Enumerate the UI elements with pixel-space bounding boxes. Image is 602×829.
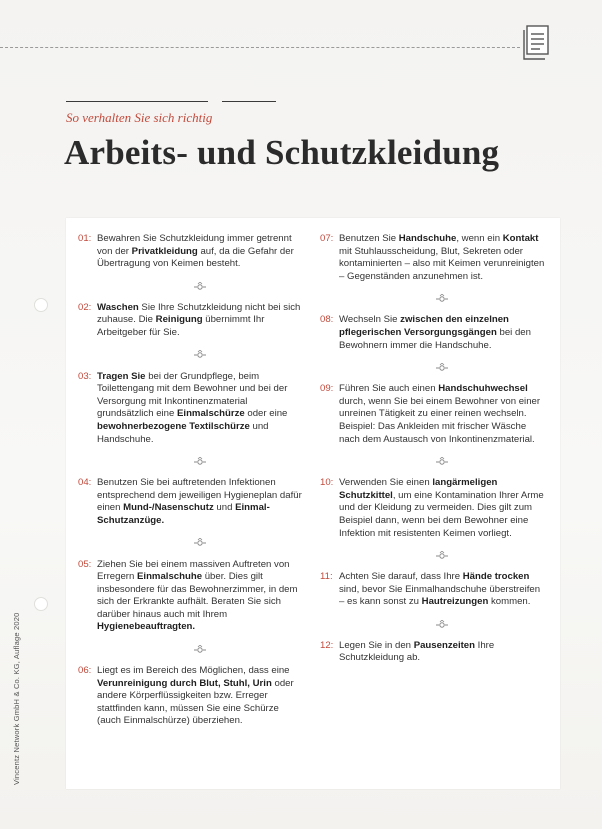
item-text: Achten Sie darauf, dass Ihre [339,571,463,583]
ornament-icon [78,634,303,665]
list-item [78,559,303,635]
item-text: Benutzen Sie bei auftretenden Infektionen entsprechend dem jeweiligen Hygieneplan dafür einen [97,477,302,514]
item-text: und Handschuhe. [97,420,269,445]
ornament-icon [78,446,303,477]
item-number: 12: [320,639,334,651]
item-emphasis: Einmalschuhe [137,571,203,583]
item-number: 02: [78,301,92,313]
content-card [66,218,560,789]
kicker-text: So verhalten Sie sich richtig [66,110,213,125]
item-emphasis: Hände trocken [462,571,530,583]
item-number: 01: [78,233,92,244]
item-emphasis: Waschen [97,301,139,313]
item-number: 10: [320,477,334,489]
punch-hole [34,298,48,312]
list-item [320,640,545,665]
item-text: Benutzen Sie [339,233,399,244]
item-text: Bewahren Sie Schutzkleidung immer getrennt von der [97,233,292,257]
item-text: sind, bevor Sie Einmalhandschuhe überstreifen – es kann sonst zu [339,583,541,608]
item-text: mit Stuhlausscheidung, Blut, Sekreten oder kontaminierten – also mit Keimen verunreinigten – Gegenständen anzunehmen ist. [339,245,545,282]
header-rule [222,101,276,102]
list-item [78,371,303,447]
ornament-icon [320,609,545,640]
item-number: 06: [78,665,92,677]
item-text: und [213,502,236,514]
item-text: Legen Sie in den [339,639,414,651]
header-rule [66,101,208,102]
punch-hole [34,597,48,611]
ornament-icon [320,352,545,383]
item-text: kommen. [488,596,531,608]
item-text: übernimmt Ihr Arbeitgeber für Sie. [97,314,265,338]
copyright-note: Vincentz Network GmbH & Co. KG, Auflage 2020 [12,612,21,785]
item-number: 09: [320,383,334,395]
item-text: auf, da die Gefahr der Übertragung von Keimen besteht. [97,245,294,270]
item-text: bei der Grundpflege, beim Toilettengang mit dem Bewohner und bei der Versorgung mit Inkontinenzmaterial grundsätzlich eine [97,370,288,420]
list-item [78,302,303,340]
item-text: Ihre Schutzkleidung ab. [339,639,495,664]
item-text: , wenn ein [456,233,503,244]
ornament-icon [78,340,303,371]
item-number: 08: [320,314,334,326]
list-item [78,477,303,527]
item-number: 03: [78,370,92,382]
item-text: Liegt es im Bereich des Möglichen, dass eine [97,665,290,677]
ornament-icon [78,271,303,302]
item-number: 04: [78,477,92,489]
item-text: Ziehen Sie bei einem massiven Auftreten von Erregern [97,558,290,583]
item-text: Führen Sie auch einen [339,383,439,395]
item-text: Wechseln Sie [339,314,401,326]
item-emphasis: Reinigung [155,314,203,326]
item-text: Sie Ihre Schutzkleidung nicht bei sich zuhause. Die [97,301,301,326]
list-item [78,233,303,271]
ornament-icon [78,528,303,559]
item-emphasis: Einmalschürze [177,408,245,420]
document-icon [521,25,551,63]
item-emphasis: Hautreizungen [421,596,489,608]
item-text: , um eine Kontamination Ihrer Arme und der Kleidung zu vermeiden. Dies gilt zum Beispiel dann, wenn bei dem Bewohner eine Infektion mit resistenten Keimen vorliegt. [339,489,544,539]
left-column [78,233,303,728]
item-emphasis: Handschuhwechsel [438,383,528,395]
item-emphasis: Kontakt [502,233,539,244]
item-number: 05: [78,558,92,570]
item-emphasis: Handschuhe [398,233,457,244]
item-emphasis: Mund-/Nasenschutz [123,502,214,514]
item-emphasis: zwischen den einzelnen pflegerischen Versorgungsgängen [339,314,509,338]
ornament-icon [320,540,545,571]
item-text: durch, wenn Sie bei einem Bewohner von einer unreinen Tätigkeit zu einer reinen wechseln. Beispiel: Das Ankleiden mit frischer Wäsche nach dem Austausch von Inkontinenzmaterial. [339,395,541,445]
top-dashed-line [0,47,520,48]
item-emphasis: Einmal-Schutzanzüge. [97,502,270,526]
list-item [320,233,545,283]
item-text: über. Dies gilt insbesondere für das Bewohnerzimmer, in dem sich der Erkrankte aufhält. Beraten Sie sich darüber hinaus auch mit Ihrem [97,571,298,620]
item-emphasis: Privatkleidung [131,245,198,257]
right-column [320,233,545,665]
ornament-icon [320,446,545,477]
item-text: bei den Bewohnern immer die Handschuhe. [339,326,531,351]
list-item [320,477,545,540]
item-text: Verwenden Sie einen [339,477,433,489]
list-item [320,314,545,352]
list-item [320,383,545,446]
ornament-icon [320,283,545,314]
item-emphasis: Pausenzeiten [413,639,476,651]
item-text: oder andere Körperflüssigkeiten bzw. Erreger stattfinden kann, müssen Sie eine Schürze (auch Einmalschürze) überziehen. [97,677,294,727]
item-emphasis: Verunreinigung durch Blut, Stuhl, Urin [97,677,272,689]
list-item [320,571,545,609]
item-emphasis: langärmeligen Schutzkittel [339,477,498,501]
item-emphasis: bewohnerbezogene Textilschürze [97,420,250,432]
item-emphasis: Hygienebeauftragten. [97,621,196,633]
list-item [78,665,303,728]
item-text: oder eine [244,408,288,420]
page-title: Arbeits- und Schutzkleidung [64,133,500,172]
item-number: 07: [320,233,334,244]
item-number: 11: [320,571,333,583]
item-emphasis: Tragen Sie [97,370,146,382]
